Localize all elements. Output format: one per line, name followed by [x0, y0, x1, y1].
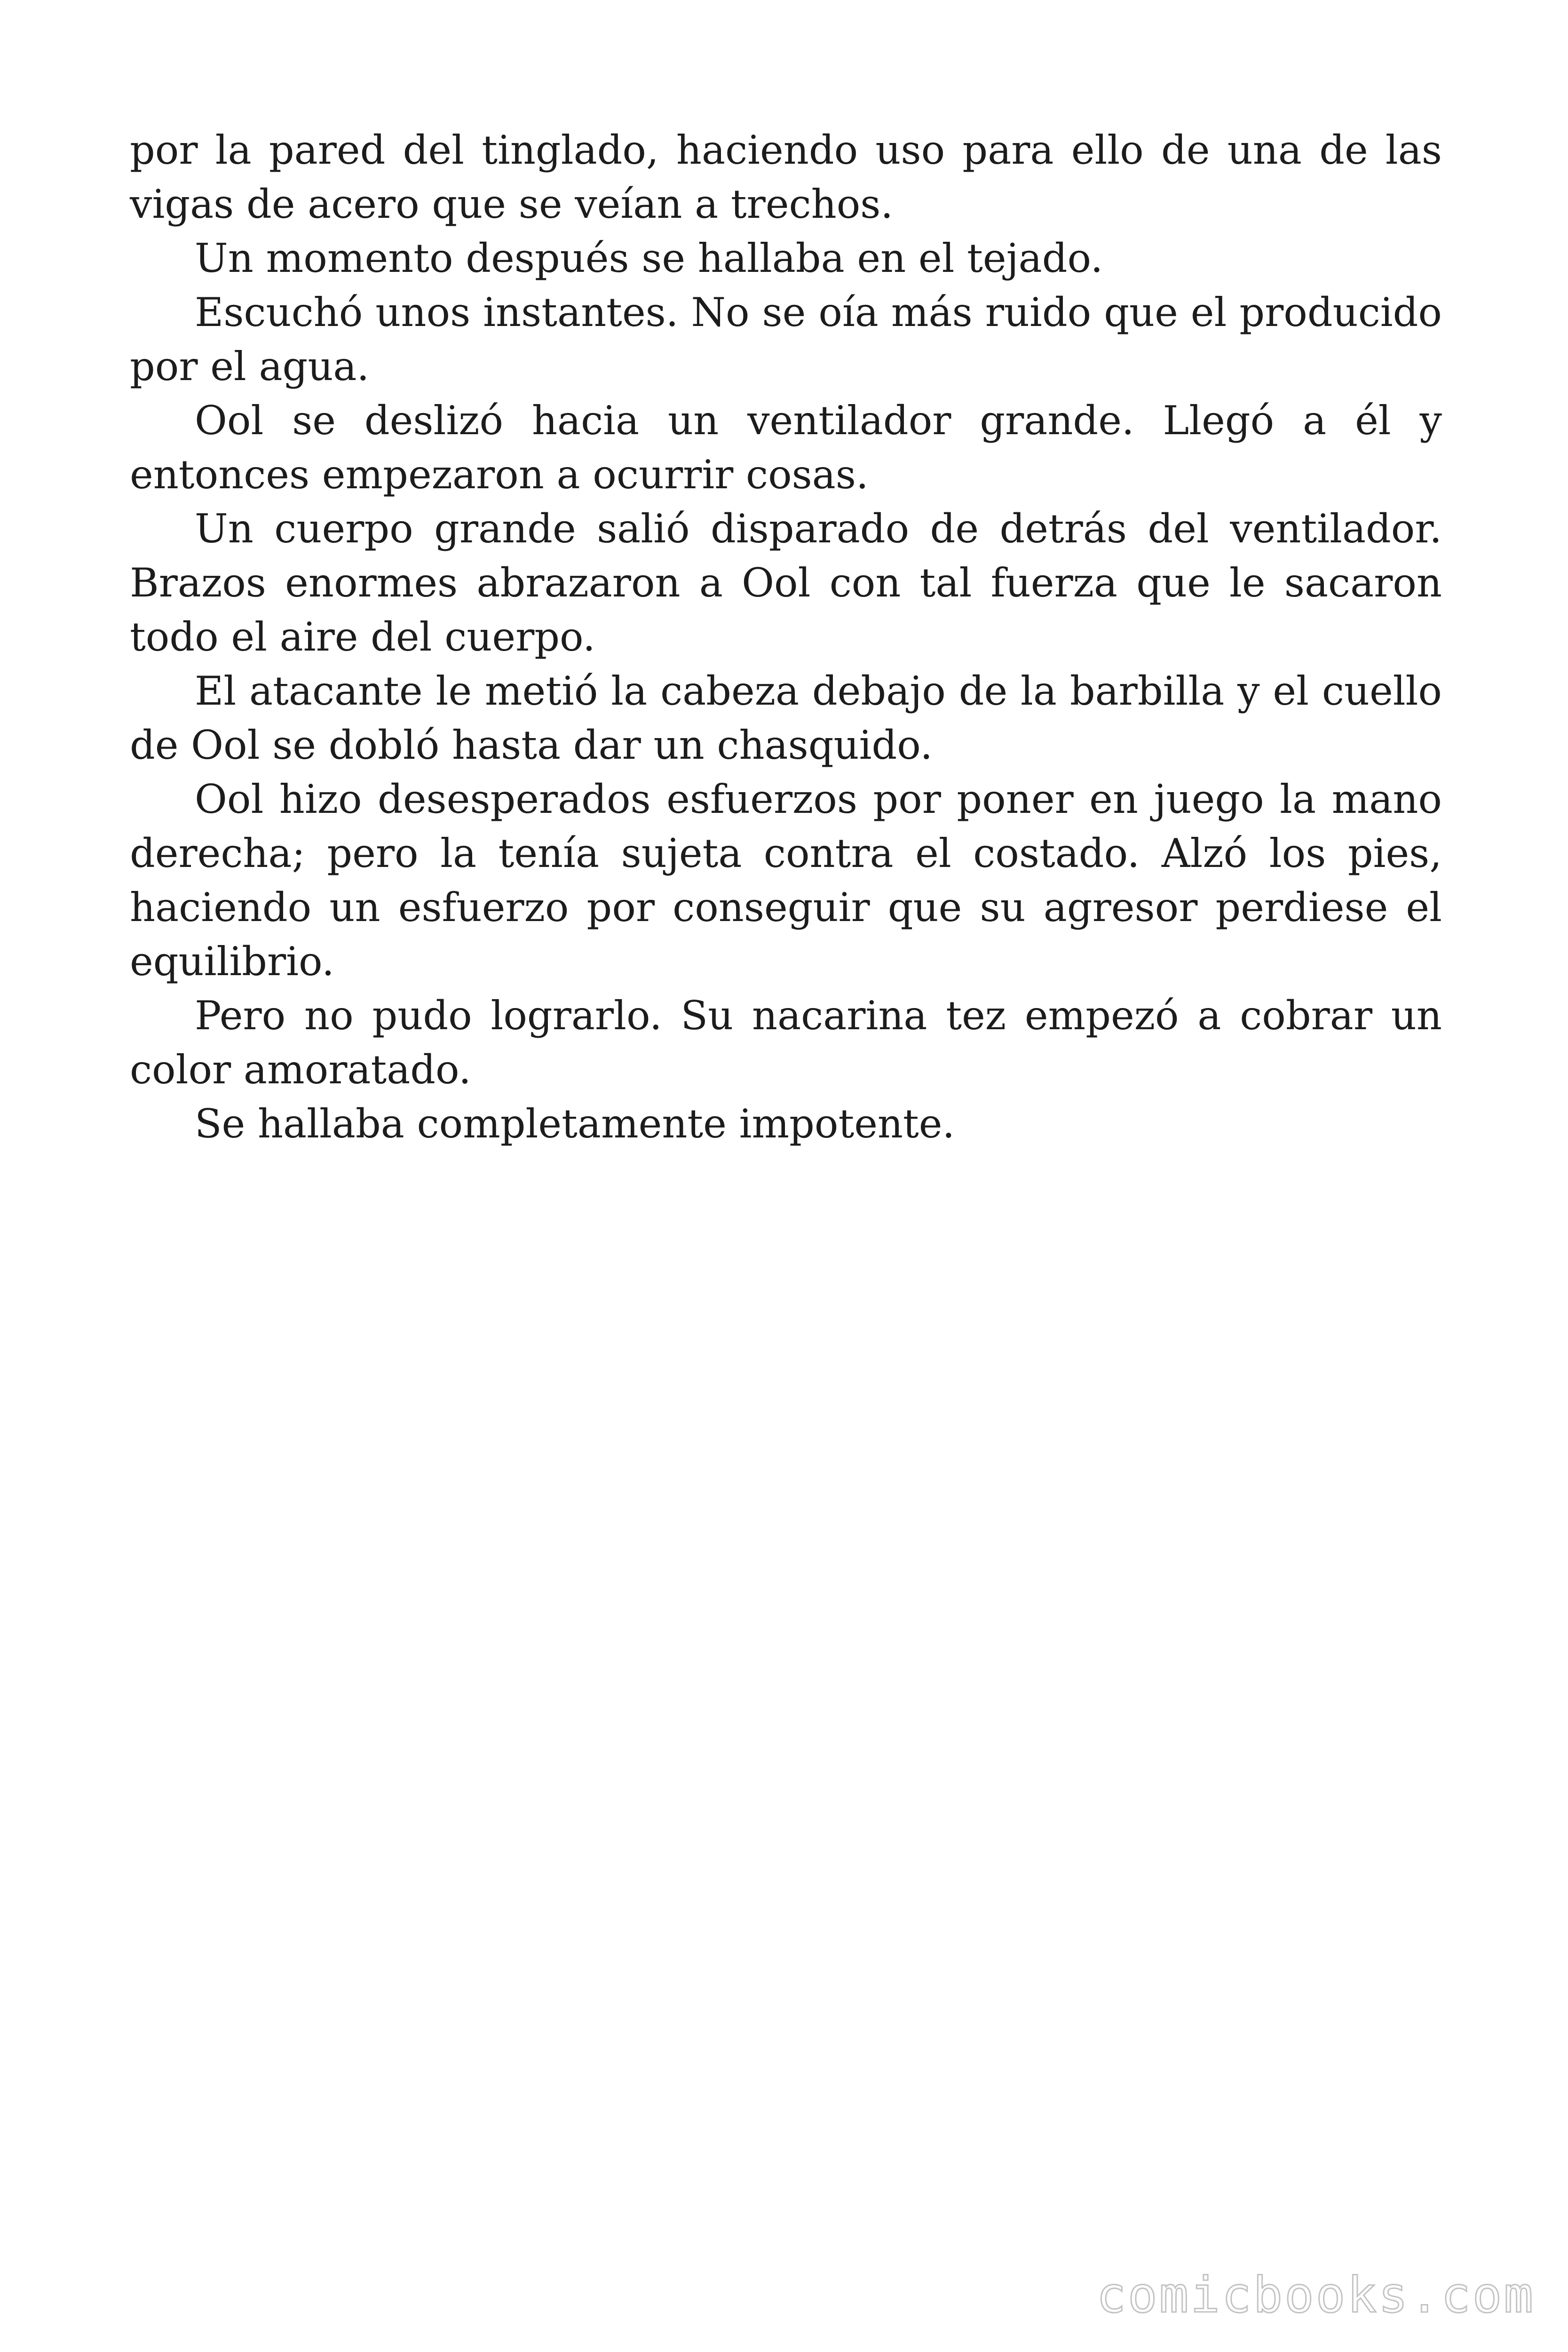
page-body-text [130, 123, 1442, 1151]
paragraph: Pero no pudo lograrlo. Su nacarina tez empezó a cobrar un color amoratado. [130, 993, 1442, 1093]
paragraph: Un cuerpo grande salió disparado de detrás del ventilador. Brazos enormes abrazaron a Ool con tal fuerza que le sacaron todo el aire del cuerpo. [130, 506, 1442, 660]
paragraph: Se hallaba completamente impotente. [195, 1101, 955, 1147]
paragraph: El atacante le metió la cabeza debajo de la barbilla y el cuello de Ool se dobló hasta dar un chasquido. [130, 668, 1442, 768]
watermark: comicbooks.com [1096, 2266, 1535, 2324]
paragraph: Escuchó unos instantes. No se oía más ruido que el producido por el agua. [130, 289, 1442, 389]
paragraph: Un momento después se hallaba en el tejado. [195, 235, 1103, 281]
paragraph: Ool se deslizó hacia un ventilador grande. Llegó a él y entonces empezaron a ocurrir cosas. [130, 397, 1442, 498]
paragraph-continuation: por la pared del tinglado, haciendo uso para ello de una de las vigas de acero que se veían a trechos. [130, 127, 1442, 227]
paragraph: Ool hizo desesperados esfuerzos por poner en juego la mano derecha; pero la tenía sujeta contra el costado. Alzó los pies, haciendo un esfuerzo por conseguir que su agresor perdiese el equilibrio. [130, 776, 1442, 985]
